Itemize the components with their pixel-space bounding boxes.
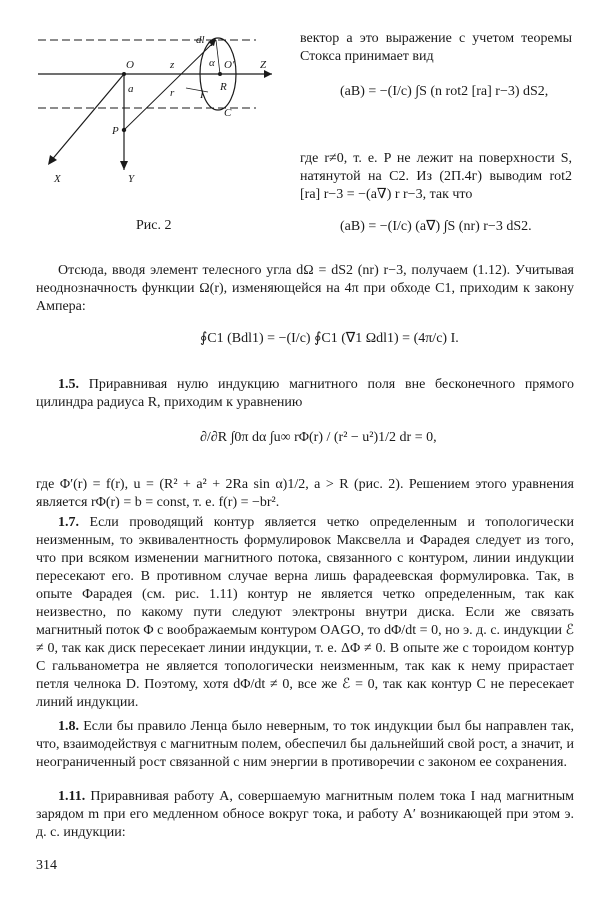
equation-1: (aB) = −(I/c) ∫S (n rot2 [ra] r−3) dS2,	[340, 84, 549, 99]
label-z-big: Z	[260, 59, 267, 71]
paragraph-1-7	[36, 514, 574, 712]
label-oprime: O′	[224, 59, 235, 71]
section-1-7-text: Если проводящий контур является четко определенным и топологически неизменным, то эквивалентность формулировок Максвелла и Фарадея следует из того, что при всяком изменении магнитного потока, связанного с контуром, линии индукции пересекают его. В противном случае верна лишь фарадеевская формулировка. Так, в опыте Фарадея (см. рис. 1.11) контур не является четко определенным, так как неизвестно, по какому пути следуют электроны внутри диска. Если же связать магнитный поток Φ с воображаемым контуром OAGO, то dΦ/dt = 0, но э. д. с. индукции ℰ ≠ 0, так как диск пересекает линии индукции, т. е. ΔΦ ≠ 0. В опыте же с тороидом контур C гальванометра не является топологически неизменным, так как к нему прирастает петля челнока D. Поэтому, хотя dΦ/dt ≠ 0, все же ℰ = 0, так как контур C не пересекает линий индукции.	[36, 515, 575, 710]
paragraph-1-5-cont	[36, 476, 574, 512]
section-1-11-number: 1.11.	[58, 789, 86, 804]
section-1-5-number: 1.5.	[58, 377, 79, 392]
x-axis-arrow	[48, 155, 57, 165]
figure-diagram	[36, 30, 286, 210]
page-number: 314	[36, 858, 57, 873]
figure-2	[36, 30, 286, 210]
paragraph-1-5	[36, 376, 574, 412]
label-i: I	[200, 89, 204, 101]
right-column	[300, 30, 572, 66]
label-p: P	[112, 125, 119, 137]
paragraph-1-text: Отсюда, вводя элемент телесного угла dΩ = dS2 (nr) r−3, получаем (1.12). Учитывая неоднозначность функции Ω(r), изменяющейся на 4π при обходе C1, приходим к закону Ампера:	[36, 263, 574, 314]
x-axis	[50, 74, 124, 162]
current-line	[186, 88, 208, 92]
label-x: X	[54, 173, 61, 185]
right-text-2-wrap	[300, 150, 572, 204]
z-axis-arrow	[264, 70, 272, 78]
section-1-5-text: Приравнивая нулю индукцию магнитного поля вне бесконечного прямого цилиндра радиуса R, приходим к уравнению	[36, 377, 575, 410]
point-oprime	[218, 72, 222, 76]
line-r	[124, 40, 216, 130]
label-dl-sub: 1	[209, 37, 215, 49]
equation-4: ∂/∂R ∫0π dα ∫u∞ rΦ(r) / (r² − u²)1/2 dr = 0,	[200, 430, 437, 445]
y-axis-arrow	[120, 161, 128, 170]
label-z-small: z	[170, 59, 175, 71]
right-intro: вектор a это выражение с учетом теоремы Стокса принимает вид	[300, 31, 572, 64]
label-radius: R	[220, 81, 227, 93]
section-1-7-number: 1.7.	[58, 515, 79, 530]
figure-caption: Рис. 2	[136, 218, 172, 233]
section-1-8-text: Если бы правило Ленца было неверным, то ток индукции был бы направлен так, что, взаимодействуя с магнитным полем, обеспечил бы дальнейший свой рост, а значит, и неограниченный рост связанной с ним энергии в противоречии с законом ее сохранения.	[36, 719, 575, 770]
label-dl: dl	[196, 34, 205, 46]
label-a: a	[128, 83, 134, 95]
point-p	[122, 128, 126, 132]
equation-3: ∮C1 (Bdl1) = −(I/c) ∮C1 (∇1 Ωdl1) = (4π/c) I.	[200, 331, 459, 346]
equation-2: (aB) = −(I/c) (a∇) ∫S (nr) r−3 dS2.	[340, 219, 532, 234]
section-1-11-text: Приравнивая работу A, совершаемую магнитным полем тока I над магнитным зарядом m при его медленном обносе вокруг тока, и работу A′ возникающей при этом э. д. с. индукции:	[36, 789, 574, 840]
label-alpha: α	[209, 57, 215, 69]
point-o	[122, 72, 126, 76]
paragraph-1-11	[36, 788, 574, 842]
paragraph-1-8	[36, 718, 574, 772]
label-c: C	[224, 107, 232, 119]
section-1-8-number: 1.8.	[58, 719, 79, 734]
label-r: r	[170, 87, 175, 99]
radius-r	[216, 40, 220, 74]
label-o: O	[126, 59, 134, 71]
label-y: Y	[128, 173, 135, 185]
section-1-5-cont-text: где Φ′(r) = f(r), u = (R² + a² + 2Ra sin α)1/2, a > R (рис. 2). Решением этого уравнения является rΦ(r) = b = const, т. е. f(r) = −br².	[36, 477, 574, 510]
right-text-2: где r≠0, т. е. P не лежит на поверхности S, натянутой на C2. Из (2П.4г) выводим rot2 [ra] r−3 = −(a∇) r r−3, так что	[300, 151, 572, 202]
paragraph-1	[36, 262, 574, 316]
